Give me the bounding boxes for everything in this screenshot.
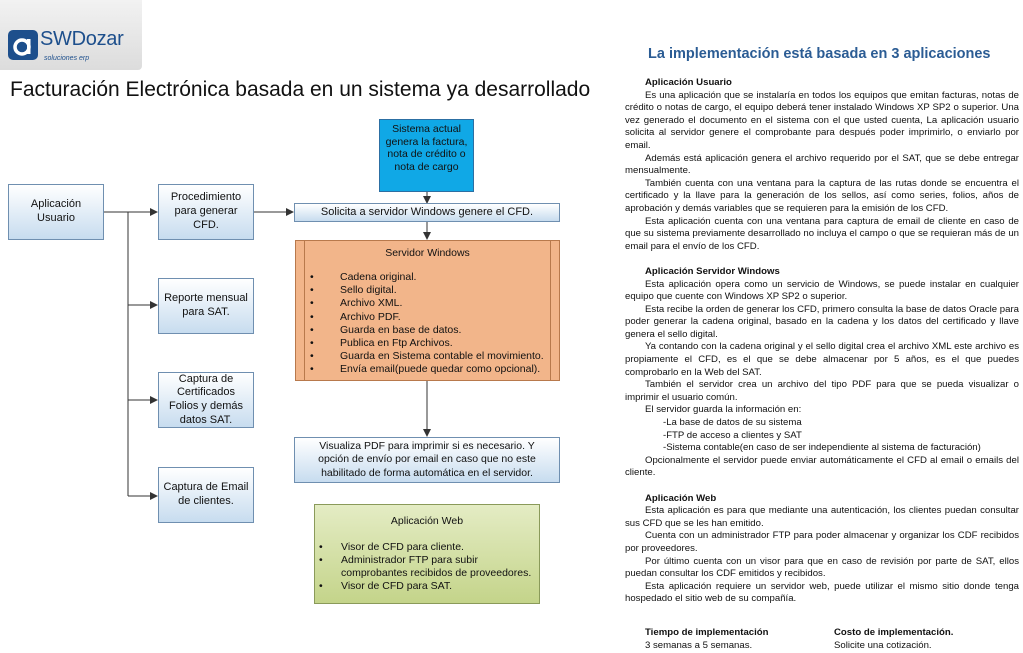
box-sistema-actual — [379, 119, 474, 192]
box-procedimiento-label: Procedimiento para generar CFD. — [170, 191, 242, 231]
costo-label: Costo de implementación. — [834, 627, 954, 638]
box-sistema-actual-label: Sistema actual genera la factura, nota de crédito o nota de cargo — [385, 123, 468, 173]
servidor-item: • Guarda en base de datos. — [340, 324, 559, 337]
page-title: Facturación Electrónica basada en un sistema ya desarrollado — [10, 78, 591, 101]
section-heading-servidor: Aplicación Servidor Windows — [645, 265, 780, 277]
right-title: La implementación está basada en 3 aplicaciones — [648, 46, 991, 62]
box-reporte-label: Reporte mensual para SAT. — [164, 292, 248, 318]
web-item: • Administrador FTP para subir comprobantes recibidos de proveedores. — [341, 554, 539, 580]
usuario-paragraph: Es una aplicación que se instalaría en todos los equipos que emitan facturas, notas de crédito o notas de cargo, el equipo deberá tener instalado Windows XP SP2 o superior. Una vez generado el documento en el sistema con el que usted cuenta, La aplicación usuario solicita al servidor genere el comprobante para después poder imprimirlo, o enviarlo por email. — [625, 89, 1019, 151]
box-captura-certificados-label: Captura de Certificados Folios y demás datos SAT. — [169, 372, 243, 426]
section-heading-usuario: Aplicación Usuario — [645, 77, 732, 88]
usuario-paragraph: Esta aplicación cuenta con una ventana para captura de email de cliente en caso de que su sistema previamente desarrollado no incluya el campo o que se requieran más de un email para el envío de los CFD. — [625, 215, 1019, 252]
costo-value: Solicite una cotización. — [834, 640, 932, 651]
box-solicita-label: Solicita a servidor Windows genere el CFD. — [320, 205, 534, 218]
tiempo-label: Tiempo de implementación — [645, 627, 769, 638]
box-captura-certificados — [158, 372, 254, 428]
servidor-list-item: -FTP de acceso a clientes y SAT — [663, 429, 802, 441]
box-visualiza-pdf — [294, 437, 560, 483]
web-paragraph: Esta aplicación es para que mediante una autenticación, los clientes puedan consultar sus CFD que se les han emitido. — [625, 505, 1019, 529]
box-reporte-mensual — [158, 278, 254, 334]
servidor-item: • Archivo PDF. — [340, 311, 559, 324]
servidor-paragraph: Esta aplicación opera como un servicio de Windows, se puede instalar en cualquier equipo que cuente con Windows XP SP2 o superior. — [625, 278, 1019, 303]
servidor-item: • Envía email(puede quedar como opcional). — [340, 363, 559, 376]
servidor-item: • Archivo XML. — [340, 297, 559, 310]
servidor-paragraph: Esta recibe la orden de generar los CFD, primero consulta la base de datos Oracle para poder generar la cadena original, basado en la cadena y los datos del certificado y llave genera el sello digital. — [625, 303, 1019, 340]
box-procedimiento — [158, 184, 254, 240]
servidor-paragraph: Opcionalmente el servidor puede enviar automáticamente el CFD al email o emails del cliente. — [625, 454, 1019, 479]
box-solicita-servidor — [294, 203, 560, 222]
servidor-item: • Publica en Ftp Archivos. — [340, 337, 559, 350]
web-item: • Visor de CFD para SAT. — [341, 580, 539, 593]
box-visualiza-label: Visualiza PDF para imprimir si es necesario. Y opción de envío por email en caso que no este habilitado de forma automática en el servidor. — [318, 440, 536, 479]
web-paragraph: Por último cuenta con un visor para que en caso de revisión por parte de SAT, ellos puedan consultar los CDF emitidos y recibidos. — [625, 555, 1019, 580]
servidor-list-item: -Sistema contable(en caso de ser independiente al sistema de facturación) — [663, 442, 981, 454]
web-paragraph: Esta aplicación requiere un servidor web, puede utilizar el mismo sitio donde tenga hospedado el sitio web de su compañía. — [625, 580, 1019, 605]
servidor-list — [296, 271, 559, 377]
box-aplicacion-usuario — [8, 184, 104, 240]
box-aplicacion-web — [314, 504, 540, 604]
servidor-list-item: -La base de datos de su sistema — [663, 417, 802, 429]
servidor-title: Servidor Windows — [385, 247, 470, 259]
right-text-column — [625, 77, 1019, 606]
box-servidor-windows — [295, 240, 560, 381]
box-captura-email-label: Captura de Email de clientes. — [163, 481, 249, 507]
servidor-item: • Guarda en Sistema contable el movimiento. — [340, 350, 559, 363]
box-captura-email — [158, 467, 254, 523]
tiempo-value: 3 semanas a 5 semanas. — [645, 640, 753, 651]
servidor-item: • Cadena original. — [340, 271, 559, 284]
usuario-paragraph: Además está aplicación genera el archivo requerido por el SAT, que se debe entregar mensualmente. — [625, 152, 1019, 177]
servidor-paragraph: El servidor guarda la información en: — [645, 404, 802, 416]
web-item: • Visor de CFD para cliente. — [341, 541, 539, 554]
box-aplicacion-usuario-label: Aplicación Usuario — [30, 198, 82, 224]
web-paragraph: Cuenta con un administrador FTP para poder almacenar y organizar los CDF recibidos por proveedores. — [625, 530, 1019, 554]
servidor-item: • Sello digital. — [340, 284, 559, 297]
web-title: Aplicación Web — [390, 515, 464, 527]
section-heading-web: Aplicación Web — [645, 492, 717, 504]
logo-tagline: soluciones erp — [44, 55, 90, 62]
web-list — [315, 541, 539, 593]
servidor-paragraph: Ya contando con la cadena original y el sello digital crea el archivo XML este archivo es propiamente el CFD, es el que se debe almacenar por 5 años, es el que puedes comprobarlo en la Web del SAT. — [625, 341, 1019, 378]
logo-name: SWDozar — [40, 28, 124, 50]
usuario-paragraph: También cuenta con una ventana para la captura de las rutas donde se encuentra el certificado y la llave para la generación de los sellos, así como series, folios, años de aprobación y demás variables que se requieren para la emisión de los CFD. — [625, 177, 1019, 214]
servidor-paragraph: También el servidor crea un archivo del tipo PDF para que se pueda visualizar o imprimir el usuario común. — [625, 379, 1019, 403]
